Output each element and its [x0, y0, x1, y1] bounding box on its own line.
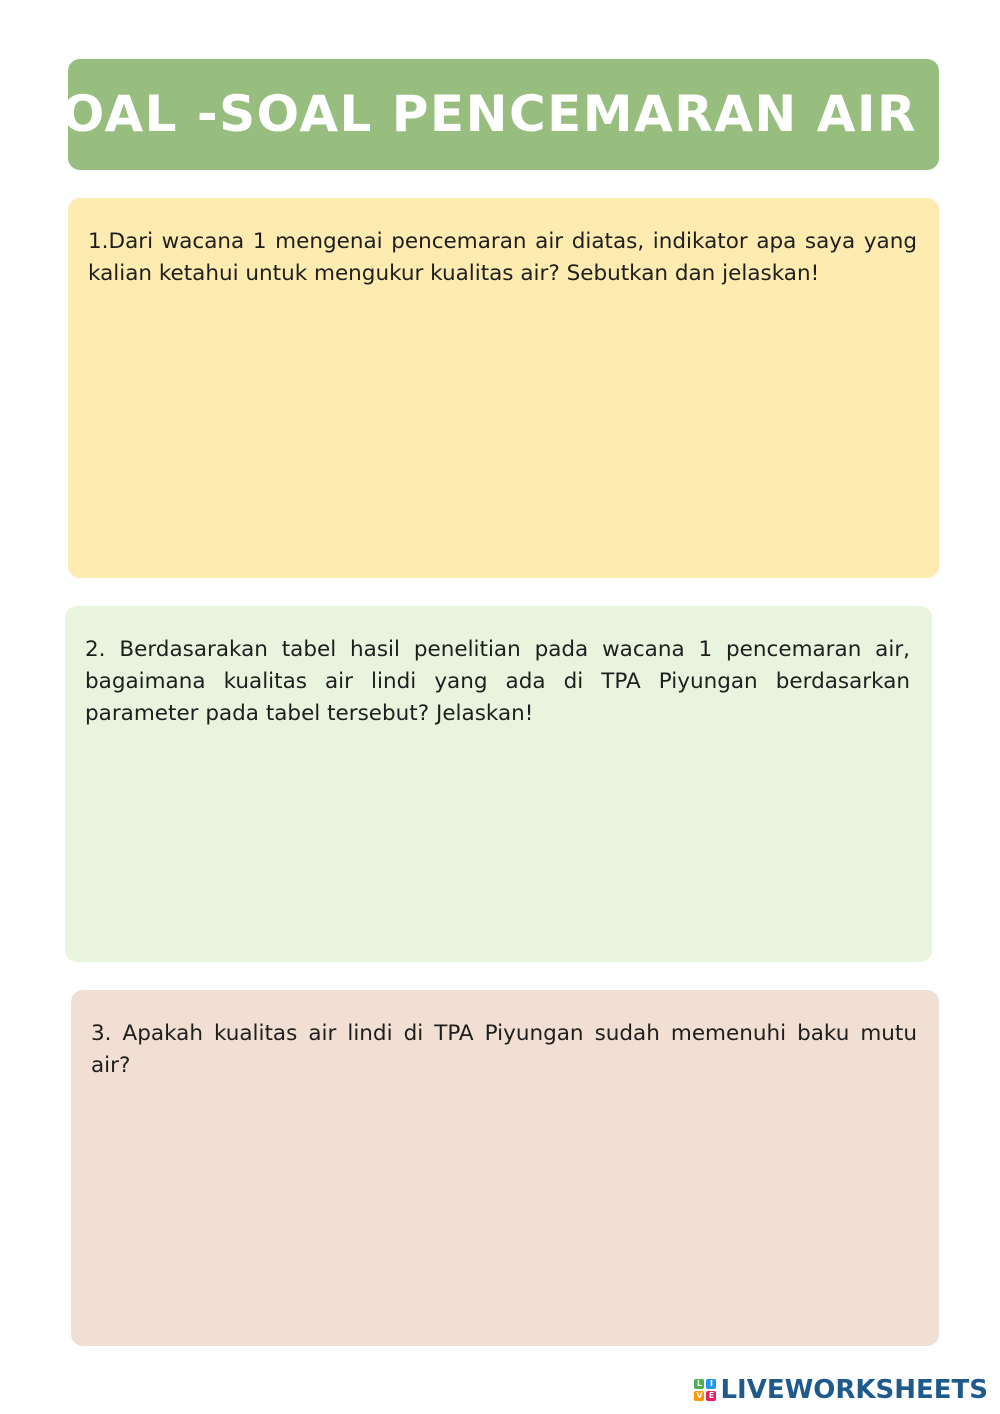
- logo-mark-i: I: [706, 1379, 716, 1389]
- question-card-3: [71, 990, 939, 1346]
- question-text-1: 1.Dari wacana 1 mengenai pencemaran air diatas, indikator apa saya yang kalian ketahui untuk mengukur kualitas air? Sebutkan dan jelaskan!: [88, 229, 917, 286]
- logo-mark-l: L: [694, 1379, 704, 1389]
- title-banner: [24, 59, 939, 170]
- answer-area-1[interactable]: [88, 298, 917, 558]
- liveworksheets-logo: [694, 1373, 988, 1407]
- answer-area-3[interactable]: [91, 1090, 917, 1326]
- page-title: SOAL -SOAL PENCEMARAN AIR: [24, 85, 917, 143]
- question-card-1: [68, 198, 939, 578]
- liveworksheets-logo-icon: [694, 1379, 716, 1401]
- question-text-3: 3. Apakah kualitas air lindi di TPA Piyungan sudah memenuhi baku mutu air?: [91, 1021, 917, 1078]
- answer-area-2[interactable]: [85, 736, 910, 942]
- logo-text: LIVEWORKSHEETS: [720, 1375, 988, 1405]
- question-text-2: 2. Berdasarakan tabel hasil penelitian pada wacana 1 pencemaran air, bagaimana kualitas air lindi yang ada di TPA Piyungan berdasarkan parameter pada tabel tersebut? Jelaskan!: [85, 637, 910, 726]
- question-card-2: [65, 606, 932, 962]
- logo-mark-e: E: [706, 1391, 716, 1401]
- logo-mark-v: V: [696, 1391, 703, 1400]
